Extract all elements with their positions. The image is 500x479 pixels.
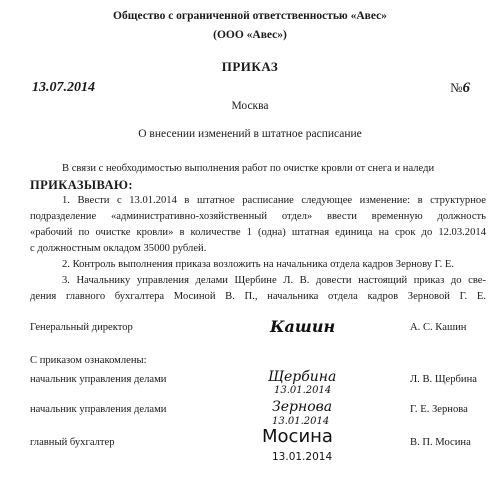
acquainted-date-1: 13.01.2014: [274, 385, 332, 396]
number-sign: №: [450, 80, 463, 95]
director-signature: Кашин: [270, 317, 336, 336]
item-1-line-1: 1. Ввести с 13.01.2014 в штатное расписание следующее изменение: в структурное: [62, 195, 486, 206]
order-body: [30, 161, 486, 305]
acquainted-name-1: Л. В. Щербина: [410, 374, 477, 385]
item-2: 2. Контроль выполнения приказа возложить на начальника отдела кадров Зернову Г. Е.: [62, 259, 455, 270]
acquainted-signature-3: Мосина: [262, 426, 333, 447]
director-name: А. С. Кашин: [410, 322, 467, 333]
item-3-line-2: дения главного бухгалтера Мосиной В. П., начальника отдела кадров Зерновой Г. Е.: [30, 291, 486, 302]
order-subject: О внесении изменений в штатное расписание: [138, 128, 362, 140]
acquainted-date-3: 13.01.2014: [272, 451, 333, 463]
order-date: 13.07.2014: [32, 80, 95, 95]
item-3-line-1: 3. Начальнику управления делами Щербине Л. В. довести настоящий приказ до све-: [62, 275, 486, 286]
item-1-line-4: с должностным окладом 35000 рублей.: [30, 243, 207, 254]
acquainted-heading: С приказом ознакомлены:: [30, 355, 147, 366]
acquainted-signature-1: Щербина: [268, 369, 337, 385]
city: Москва: [231, 100, 269, 112]
number-value: 6: [462, 80, 470, 96]
acquainted-position-2: начальник управления делами: [30, 404, 167, 415]
director-position: Генеральный директор: [30, 322, 133, 333]
acquainted-signature-2: Зернова: [272, 399, 333, 415]
acquainted-position-3: главный бухгалтер: [30, 437, 115, 448]
item-1-line-2: подразделение «административно-хозяйственный отдел» ввести временную должность: [30, 211, 486, 222]
order-number: [450, 80, 470, 97]
acquainted-name-2: Г. Е. Зернова: [410, 404, 468, 415]
preamble: В связи с необходимостью выполнения работ по очистке кровли от снега и наледи: [62, 163, 435, 174]
acquainted-position-1: начальник управления делами: [30, 374, 167, 385]
organization-short-name: (ООО «Авес»): [213, 29, 287, 41]
organization-name: Общество с ограниченной ответственностью «Авес»: [113, 10, 387, 22]
item-1-line-3: «рабочий по очистке кровли» в количестве 1 (одна) штатная единица на срок до 12.03.2014: [30, 227, 486, 238]
orders-word: ПРИКАЗЫВАЮ:: [30, 178, 133, 192]
document-title: ПРИКАЗ: [221, 59, 279, 74]
acquainted-date-2: 13.01.2014: [272, 416, 330, 427]
acquainted-name-3: В. П. Мосина: [410, 437, 471, 448]
